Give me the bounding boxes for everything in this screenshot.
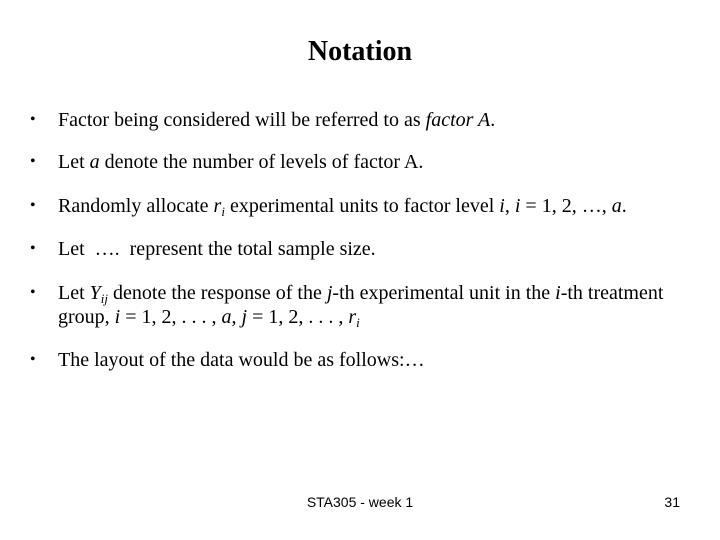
bullet-item-allocate [30,194,690,218]
bullet-item-factor [30,108,690,132]
slide-title: Notation [307,36,413,67]
bullet-text: Randomly allocate $r_i$ experimental units to factor level i, i = 1, 2, …, a. [58,195,627,219]
bullet-text: The layout of the data would be as follows:… [58,349,425,371]
page-number: 31 [664,494,680,510]
bullet-text: Let $Y_{ij}$ denote the response of the j-th experimental unit in the i-th treatment group, i = 1, 2, . . . , a, j = 1, 2, . . . , $r_i$ [58,282,664,330]
bullet-text: Let a denote the number of levels of factor A. [58,151,424,173]
bullet-dot: • [30,153,36,170]
bullet-text: Factor being considered will be referred to as factor A. [58,109,496,131]
bullet-dot: • [30,111,36,128]
bullet-dot: • [30,351,36,368]
bullet-item-layout [30,348,690,372]
bullet-item-response [30,281,690,329]
bullet-dot: • [30,240,36,257]
bullet-dot: • [30,284,36,301]
footer-course: STA305 - week 1 [306,494,414,510]
bullet-text: Let …. represent the total sample size. [58,238,376,260]
bullet-dot: • [30,197,36,214]
bullet-item-levels [30,150,690,174]
bullet-item-sample-size [30,237,690,261]
